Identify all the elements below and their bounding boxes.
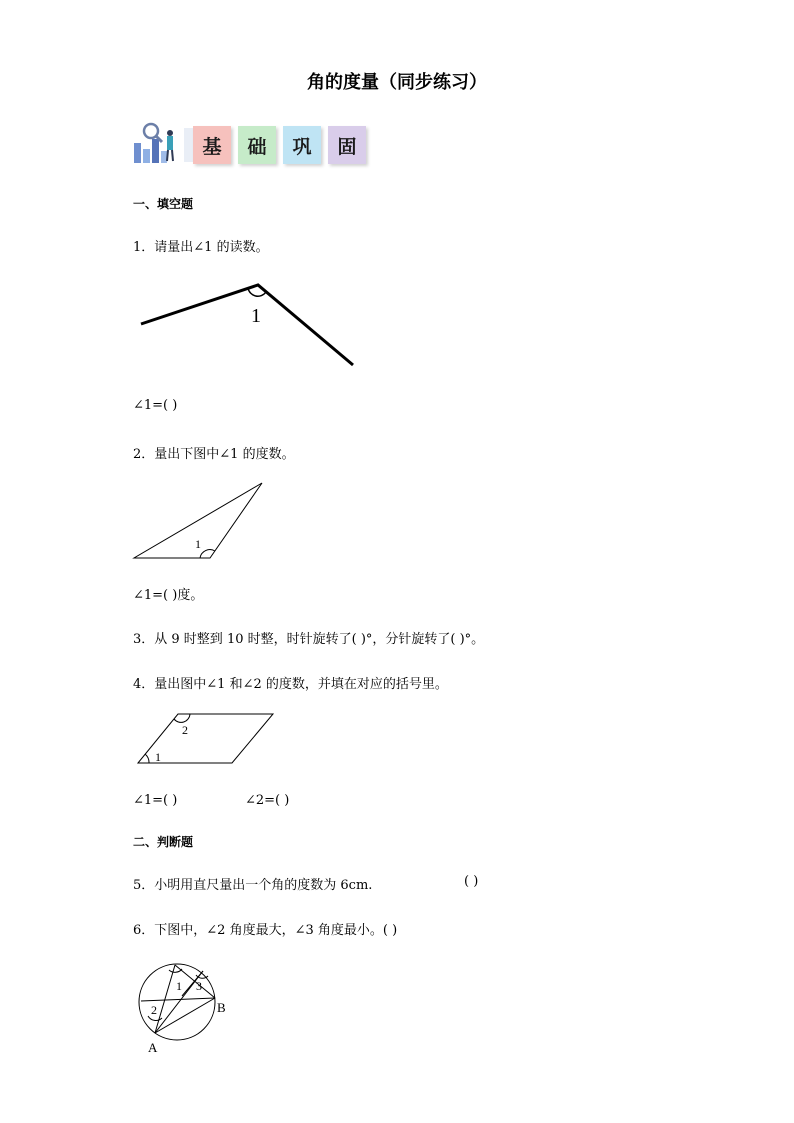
q2-triangle-figure bbox=[130, 478, 270, 564]
q6-circle-figure bbox=[130, 958, 240, 1058]
question-3: 3．从 9 时整到 10 时整，时针旋转了( )°，分针旋转了( )°。 bbox=[133, 632, 485, 647]
q6-angle-1-label: 1 bbox=[176, 979, 182, 993]
banner-tile-4 bbox=[328, 126, 366, 164]
section-judge-heading: 二、判断题 bbox=[133, 835, 194, 849]
banner-tile-3 bbox=[283, 126, 321, 164]
q4-angle-2-label: 2 bbox=[182, 723, 188, 737]
answer-1: ∠1=( ) bbox=[133, 398, 178, 413]
question-2: 2．量出下图中∠1 的度数。 bbox=[133, 447, 295, 462]
answer-2: ∠1=( )度。 bbox=[133, 588, 204, 603]
question-1: 1．请量出∠1 的读数。 bbox=[133, 240, 269, 255]
q2-angle-label: 1 bbox=[195, 537, 201, 551]
page-title: 角的度量（同步练习） bbox=[307, 72, 487, 93]
q6-angle-3-label: 3 bbox=[196, 979, 202, 993]
answer-5-bracket: ( ) bbox=[464, 874, 479, 889]
banner-tile-text: 巩 bbox=[292, 135, 312, 158]
section-fill-heading: 一、填空题 bbox=[133, 197, 194, 211]
banner-tile-text: 础 bbox=[247, 135, 267, 158]
question-5: 5．小明用直尺量出一个角的度数为 6cm. bbox=[133, 878, 373, 893]
q1-angle-label: 1 bbox=[251, 305, 261, 327]
banner-tile-text: 基 bbox=[202, 135, 222, 158]
banner-icon bbox=[132, 121, 182, 167]
q6-angle-2-label: 2 bbox=[151, 1003, 157, 1017]
answer-4-angle-2: ∠2=( ) bbox=[245, 793, 290, 808]
q6-point-b-label: B bbox=[217, 1000, 226, 1015]
q6-point-a-label: A bbox=[148, 1040, 158, 1055]
q1-angle-figure bbox=[130, 275, 370, 375]
q4-angle-1-label: 1 bbox=[155, 750, 161, 764]
answer-4-angle-1: ∠1=( ) bbox=[133, 793, 178, 808]
banner-tile-text: 固 bbox=[337, 135, 357, 158]
banner-tile-2 bbox=[238, 126, 276, 164]
banner-tile-1 bbox=[193, 126, 231, 164]
question-4: 4．量出图中∠1 和∠2 的度数，并填在对应的括号里。 bbox=[133, 677, 448, 692]
q4-parallelogram-figure bbox=[130, 708, 280, 770]
question-6: 6．下图中，∠2 角度最大，∠3 角度最小。( ) bbox=[133, 923, 398, 938]
